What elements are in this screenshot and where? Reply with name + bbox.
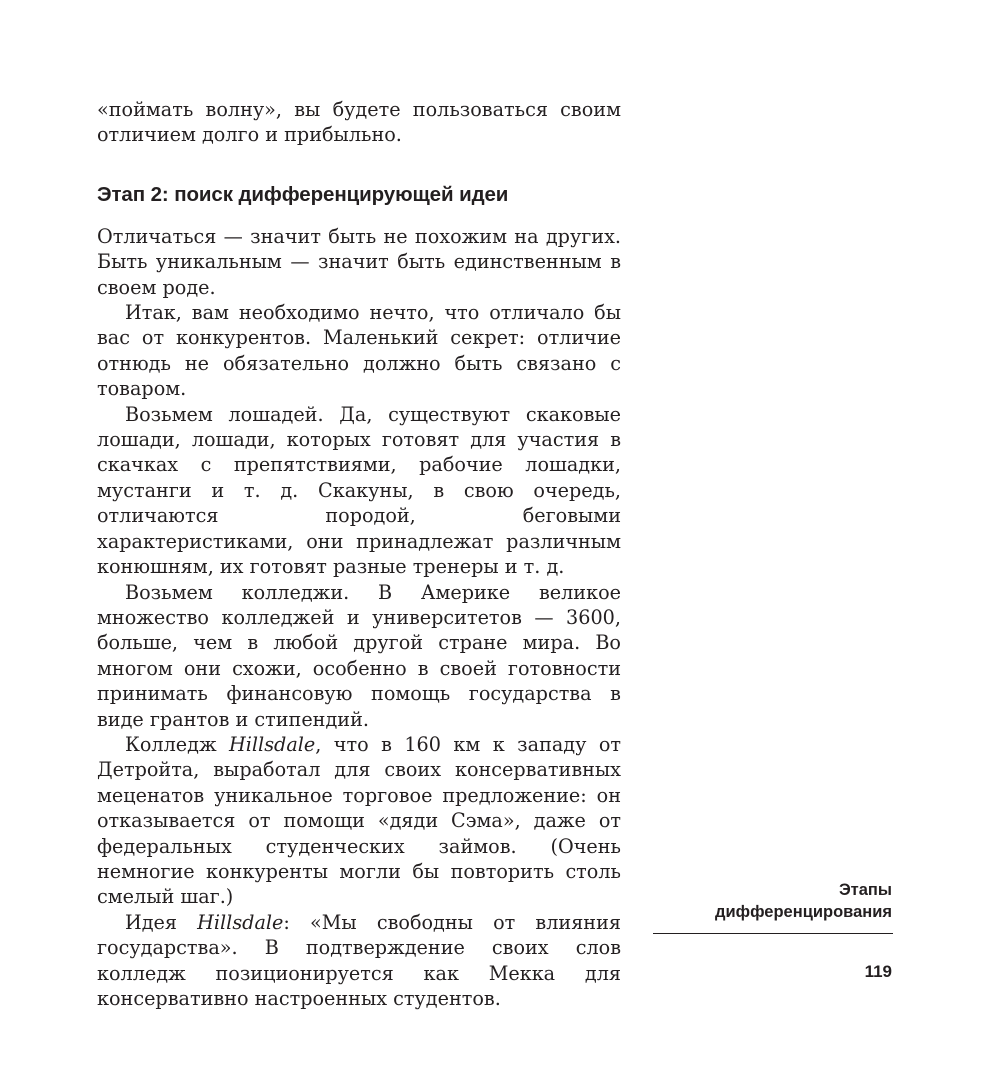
hillsdale-description-text: , что в 160 км к западу от Детройта, выработал для своих консервативных меценатов уникальное торговое предложение: он отказывается от помощи «дяди Сэма», даже от федеральных студенческих займов. (Очень немногие конкуренты могли бы повторить столь смелый шаг.) [97, 732, 622, 909]
hillsdale-name-idea: Hillsdale [197, 910, 284, 934]
paragraph-hillsdale [97, 732, 621, 910]
paragraph-colleges: Возьмем колледжи. В Америке великое множество колледжей и университетов — 3600, больше, чем в любой другой стране мира. Во многом они схожи, особенно в своей готовности принимать финансовую помощь государства в виде грантов и стипендий. [97, 580, 621, 731]
running-head-rule [653, 933, 893, 934]
paragraph-hillsdale-idea [97, 910, 621, 1012]
idea-intro-text: Идея [125, 910, 198, 934]
running-head-line1: Этапы [838, 881, 892, 899]
running-head-line2: дифференцирования [715, 903, 892, 921]
hillsdale-name: Hillsdale [229, 732, 316, 756]
paragraph-definition: Отличаться — значит быть не похожим на других. Быть уникальным — значит быть единственным в своем роде. [97, 224, 621, 299]
main-text-column [97, 97, 621, 1011]
hillsdale-intro-text: Колледж [125, 732, 230, 756]
paragraph-continued: «поймать волну», вы будете пользоваться своим отличием долго и прибыльно. [97, 98, 621, 147]
paragraph-secret: Итак, вам необходимо нечто, что отличало бы вас от конкурентов. Маленький секрет: отличие отнюдь не обязательно должно быть связано с товаром. [97, 301, 621, 401]
page-number: 119 [864, 962, 892, 981]
idea-description-text: : «Мы свободны от влияния государства». В подтверждение своих слов колледж позиционируется как Мекка для консервативно настроенных студентов. [97, 910, 621, 1010]
running-head [632, 879, 892, 923]
paragraph-horses: Возьмем лошадей. Да, существуют скаковые лошади, лошади, которых готовят для участия в скачках с препятствиями, рабочие лошадки, мустанги и т. д. Скакуны, в свою очередь, отличаются породой, беговыми характеристиками, они принадлежат различным конюшням, их готовят разные тренеры и т. д. [97, 402, 621, 579]
section-heading: Этап 2: поиск дифференцирующей идеи [97, 182, 509, 206]
